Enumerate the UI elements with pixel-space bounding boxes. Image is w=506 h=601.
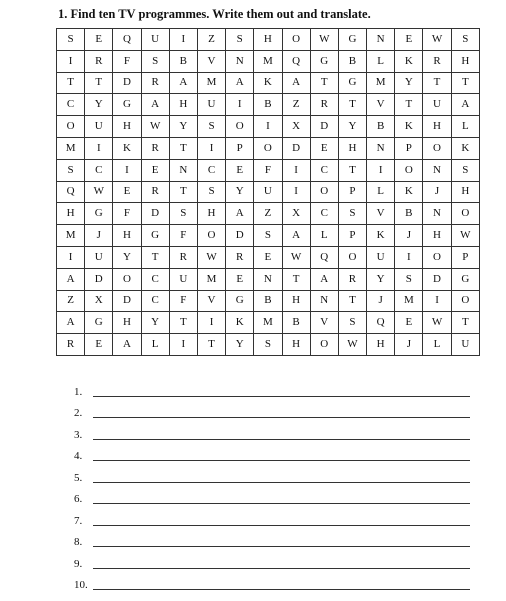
grid-cell: U xyxy=(367,246,395,268)
grid-cell: K xyxy=(395,116,423,138)
grid-cell: O xyxy=(226,116,254,138)
grid-cell: T xyxy=(395,94,423,116)
grid-cell: I xyxy=(169,334,197,356)
grid-cell: U xyxy=(85,246,113,268)
grid-cell: R xyxy=(423,50,451,72)
grid-cell: G xyxy=(451,268,479,290)
answer-blank[interactable] xyxy=(93,482,470,483)
grid-cell: B xyxy=(254,290,282,312)
answer-line[interactable] xyxy=(74,548,474,570)
answer-number: 4. xyxy=(74,450,83,462)
grid-cell: L xyxy=(141,334,169,356)
grid-cell: O xyxy=(395,159,423,181)
grid-cell: D xyxy=(113,72,141,94)
grid-cell: I xyxy=(197,137,225,159)
answer-blank[interactable] xyxy=(93,417,470,418)
grid-cell: D xyxy=(310,116,338,138)
grid-cell: X xyxy=(282,203,310,225)
grid-cell: D xyxy=(85,268,113,290)
grid-cell: H xyxy=(57,203,85,225)
grid-cell: W xyxy=(423,312,451,334)
grid-cell: A xyxy=(113,334,141,356)
grid-cell: Q xyxy=(310,246,338,268)
grid-cell: H xyxy=(113,312,141,334)
grid-cell: I xyxy=(395,246,423,268)
grid-cell: K xyxy=(113,137,141,159)
grid-cell: H xyxy=(113,116,141,138)
grid-cell: E xyxy=(85,29,113,51)
grid-row xyxy=(57,94,480,116)
grid-cell: N xyxy=(367,137,395,159)
grid-cell: V xyxy=(310,312,338,334)
grid-cell: N xyxy=(226,50,254,72)
grid-cell: I xyxy=(226,94,254,116)
grid-cell: E xyxy=(226,268,254,290)
grid-cell: U xyxy=(197,94,225,116)
grid-row xyxy=(57,268,480,290)
answer-line[interactable] xyxy=(74,527,474,549)
grid-cell: H xyxy=(282,334,310,356)
grid-cell: L xyxy=(451,116,479,138)
grid-cell: P xyxy=(338,225,366,247)
grid-cell: R xyxy=(338,268,366,290)
grid-cell: T xyxy=(338,94,366,116)
grid-cell: K xyxy=(395,50,423,72)
grid-cell: S xyxy=(254,225,282,247)
grid-cell: Y xyxy=(395,72,423,94)
grid-cell: D xyxy=(282,137,310,159)
grid-cell: T xyxy=(197,334,225,356)
grid-cell: O xyxy=(113,268,141,290)
grid-cell: O xyxy=(57,116,85,138)
grid-cell: M xyxy=(395,290,423,312)
grid-cell: U xyxy=(85,116,113,138)
grid-cell: A xyxy=(57,312,85,334)
answer-number: 2. xyxy=(74,407,83,419)
grid-cell: B xyxy=(282,312,310,334)
grid-cell: Y xyxy=(367,268,395,290)
grid-cell: C xyxy=(85,159,113,181)
grid-cell: H xyxy=(451,181,479,203)
grid-cell: B xyxy=(169,50,197,72)
grid-cell: C xyxy=(310,159,338,181)
grid-cell: T xyxy=(169,181,197,203)
grid-cell: J xyxy=(395,334,423,356)
grid-cell: E xyxy=(226,159,254,181)
grid-cell: D xyxy=(226,225,254,247)
grid-cell: S xyxy=(254,334,282,356)
grid-cell: N xyxy=(423,159,451,181)
grid-cell: O xyxy=(282,29,310,51)
grid-cell: Y xyxy=(141,312,169,334)
grid-cell: I xyxy=(254,116,282,138)
grid-cell: G xyxy=(85,203,113,225)
grid-cell: W xyxy=(338,334,366,356)
grid-cell: O xyxy=(310,334,338,356)
grid-row xyxy=(57,116,480,138)
grid-cell: F xyxy=(113,50,141,72)
grid-cell: A xyxy=(310,268,338,290)
grid-cell: K xyxy=(451,137,479,159)
grid-cell: W xyxy=(451,225,479,247)
answer-number: 10. xyxy=(74,579,88,591)
grid-cell: A xyxy=(282,72,310,94)
grid-cell: A xyxy=(141,94,169,116)
grid-cell: M xyxy=(254,50,282,72)
grid-cell: A xyxy=(226,72,254,94)
grid-cell: A xyxy=(451,94,479,116)
answer-number: 8. xyxy=(74,536,83,548)
grid-cell: E xyxy=(310,137,338,159)
grid-cell: I xyxy=(57,246,85,268)
grid-cell: R xyxy=(141,72,169,94)
grid-cell: H xyxy=(254,29,282,51)
grid-cell: V xyxy=(367,94,395,116)
answer-blank[interactable] xyxy=(93,439,470,440)
grid-cell: C xyxy=(197,159,225,181)
answer-line[interactable] xyxy=(74,462,474,484)
grid-cell: Q xyxy=(367,312,395,334)
grid-cell: R xyxy=(169,246,197,268)
grid-cell: P xyxy=(395,137,423,159)
grid-cell: G xyxy=(338,72,366,94)
grid-cell: K xyxy=(226,312,254,334)
grid-cell: F xyxy=(169,290,197,312)
grid-cell: R xyxy=(57,334,85,356)
grid-cell: I xyxy=(197,312,225,334)
grid-cell: O xyxy=(310,181,338,203)
grid-cell: L xyxy=(310,225,338,247)
grid-cell: W xyxy=(310,29,338,51)
grid-cell: E xyxy=(141,159,169,181)
grid-cell: T xyxy=(169,137,197,159)
grid-cell: K xyxy=(367,225,395,247)
grid-cell: I xyxy=(423,290,451,312)
grid-cell: B xyxy=(395,203,423,225)
answer-line[interactable] xyxy=(74,441,474,463)
grid-cell: F xyxy=(113,203,141,225)
grid-cell: M xyxy=(57,225,85,247)
grid-cell: U xyxy=(254,181,282,203)
grid-cell: U xyxy=(451,334,479,356)
grid-cell: U xyxy=(141,29,169,51)
grid-cell: S xyxy=(57,159,85,181)
grid-cell: M xyxy=(57,137,85,159)
grid-cell: V xyxy=(367,203,395,225)
answer-number: 6. xyxy=(74,493,83,505)
grid-cell: Q xyxy=(282,50,310,72)
grid-cell: I xyxy=(113,159,141,181)
grid-cell: Z xyxy=(197,29,225,51)
grid-cell: Q xyxy=(113,29,141,51)
grid-cell: F xyxy=(169,225,197,247)
grid-row xyxy=(57,137,480,159)
grid-cell: H xyxy=(169,94,197,116)
grid-cell: L xyxy=(423,334,451,356)
grid-cell: O xyxy=(423,137,451,159)
grid-cell: S xyxy=(57,29,85,51)
grid-row xyxy=(57,159,480,181)
grid-cell: H xyxy=(423,225,451,247)
grid-row xyxy=(57,181,480,203)
grid-row xyxy=(57,334,480,356)
grid-cell: V xyxy=(197,290,225,312)
answer-number: 9. xyxy=(74,557,83,570)
grid-cell: L xyxy=(367,50,395,72)
grid-cell: H xyxy=(451,50,479,72)
grid-cell: K xyxy=(254,72,282,94)
grid-cell: R xyxy=(85,50,113,72)
grid-cell: C xyxy=(57,94,85,116)
grid-cell: A xyxy=(169,72,197,94)
grid-cell: E xyxy=(395,29,423,51)
grid-cell: S xyxy=(395,268,423,290)
grid-cell: S xyxy=(197,181,225,203)
grid-cell: M xyxy=(197,72,225,94)
grid-cell: J xyxy=(367,290,395,312)
answer-line[interactable] xyxy=(74,484,474,506)
grid-cell: R xyxy=(141,181,169,203)
grid-cell: J xyxy=(395,225,423,247)
grid-cell: V xyxy=(197,50,225,72)
grid-cell: N xyxy=(169,159,197,181)
grid-cell: Z xyxy=(254,203,282,225)
grid-cell: W xyxy=(282,246,310,268)
grid-cell: T xyxy=(141,246,169,268)
grid-cell: M xyxy=(197,268,225,290)
grid-cell: X xyxy=(85,290,113,312)
grid-cell: G xyxy=(310,50,338,72)
answer-number: 1. xyxy=(74,385,83,398)
grid-cell: S xyxy=(338,203,366,225)
grid-cell: R xyxy=(310,94,338,116)
grid-cell: T xyxy=(338,290,366,312)
grid-cell: S xyxy=(169,203,197,225)
grid-cell: Y xyxy=(226,334,254,356)
grid-row xyxy=(57,290,480,312)
grid-cell: E xyxy=(254,246,282,268)
grid-cell: G xyxy=(141,225,169,247)
answer-line[interactable] xyxy=(74,505,474,527)
grid-cell: T xyxy=(310,72,338,94)
grid-cell: H xyxy=(282,290,310,312)
grid-cell: I xyxy=(57,50,85,72)
grid-cell: I xyxy=(85,137,113,159)
grid-cell: N xyxy=(310,290,338,312)
answer-line[interactable] xyxy=(74,398,474,420)
grid-cell: M xyxy=(367,72,395,94)
grid-cell: R xyxy=(226,246,254,268)
answer-blank[interactable] xyxy=(93,460,470,461)
grid-cell: T xyxy=(85,72,113,94)
grid-cell: G xyxy=(85,312,113,334)
grid-row xyxy=(57,50,480,72)
grid-cell: O xyxy=(254,137,282,159)
grid-cell: N xyxy=(254,268,282,290)
answer-blank[interactable] xyxy=(93,568,470,569)
grid-cell: I xyxy=(282,181,310,203)
grid-cell: D xyxy=(113,290,141,312)
answer-line[interactable] xyxy=(74,419,474,441)
answer-blank[interactable] xyxy=(93,396,470,397)
grid-cell: H xyxy=(113,225,141,247)
grid-cell: L xyxy=(367,181,395,203)
grid-cell: O xyxy=(197,225,225,247)
grid-cell: E xyxy=(395,312,423,334)
answer-blank[interactable] xyxy=(93,546,470,547)
grid-cell: K xyxy=(395,181,423,203)
grid-cell: Y xyxy=(85,94,113,116)
grid-cell: N xyxy=(367,29,395,51)
grid-cell: F xyxy=(254,159,282,181)
grid-cell: D xyxy=(423,268,451,290)
wordsearch-grid xyxy=(56,28,480,356)
grid-cell: H xyxy=(367,334,395,356)
grid-cell: O xyxy=(451,203,479,225)
answer-blank[interactable] xyxy=(93,503,470,504)
grid-cell: N xyxy=(423,203,451,225)
grid-cell: A xyxy=(57,268,85,290)
grid-cell: Q xyxy=(57,181,85,203)
grid-cell: E xyxy=(85,334,113,356)
grid-cell: B xyxy=(367,116,395,138)
grid-row xyxy=(57,72,480,94)
grid-cell: Y xyxy=(226,181,254,203)
grid-cell: W xyxy=(423,29,451,51)
grid-cell: E xyxy=(113,181,141,203)
answer-line[interactable] xyxy=(74,570,474,592)
grid-cell: G xyxy=(226,290,254,312)
grid-cell: W xyxy=(85,181,113,203)
grid-cell: J xyxy=(85,225,113,247)
grid-row xyxy=(57,203,480,225)
grid-cell: S xyxy=(451,29,479,51)
grid-cell: G xyxy=(113,94,141,116)
grid-cell: Y xyxy=(169,116,197,138)
grid-cell: J xyxy=(423,181,451,203)
grid-cell: T xyxy=(451,72,479,94)
grid-cell: C xyxy=(141,290,169,312)
grid-cell: A xyxy=(282,225,310,247)
grid-cell: T xyxy=(451,312,479,334)
grid-cell: S xyxy=(226,29,254,51)
exercise-title: 1. Find ten TV programmes. Write them out and translate. xyxy=(58,7,371,21)
grid-cell: G xyxy=(338,29,366,51)
grid-cell: C xyxy=(310,203,338,225)
grid-cell: Z xyxy=(57,290,85,312)
grid-cell: I xyxy=(367,159,395,181)
grid-cell: C xyxy=(141,268,169,290)
grid-row xyxy=(57,312,480,334)
grid-cell: B xyxy=(338,50,366,72)
grid-cell: X xyxy=(282,116,310,138)
grid-cell: Z xyxy=(282,94,310,116)
answer-list xyxy=(74,376,474,591)
grid-cell: H xyxy=(423,116,451,138)
grid-cell: W xyxy=(197,246,225,268)
answer-blank[interactable] xyxy=(93,589,470,590)
grid-cell: T xyxy=(169,312,197,334)
grid-cell: S xyxy=(141,50,169,72)
grid-cell: P xyxy=(338,181,366,203)
grid-cell: R xyxy=(141,137,169,159)
grid-cell: I xyxy=(169,29,197,51)
grid-row xyxy=(57,246,480,268)
grid-cell: T xyxy=(338,159,366,181)
answer-blank[interactable] xyxy=(93,525,470,526)
grid-cell: S xyxy=(451,159,479,181)
grid-cell: O xyxy=(338,246,366,268)
grid-cell: H xyxy=(197,203,225,225)
grid-cell: W xyxy=(141,116,169,138)
grid-cell: U xyxy=(169,268,197,290)
grid-cell: Y xyxy=(113,246,141,268)
grid-cell: Y xyxy=(338,116,366,138)
grid-cell: P xyxy=(226,137,254,159)
answer-number: 3. xyxy=(74,428,83,441)
grid-cell: M xyxy=(254,312,282,334)
grid-cell: B xyxy=(254,94,282,116)
grid-cell: S xyxy=(197,116,225,138)
grid-row xyxy=(57,29,480,51)
grid-cell: D xyxy=(141,203,169,225)
grid-cell: P xyxy=(451,246,479,268)
grid-row xyxy=(57,225,480,247)
grid-cell: U xyxy=(423,94,451,116)
grid-cell: O xyxy=(451,290,479,312)
grid-cell: O xyxy=(423,246,451,268)
grid-cell: T xyxy=(282,268,310,290)
grid-cell: S xyxy=(338,312,366,334)
grid-cell: T xyxy=(423,72,451,94)
grid-cell: A xyxy=(226,203,254,225)
answer-number: 5. xyxy=(74,471,83,484)
answer-line[interactable] xyxy=(74,376,474,398)
answer-number: 7. xyxy=(74,514,83,527)
grid-cell: I xyxy=(282,159,310,181)
grid-cell: H xyxy=(338,137,366,159)
grid-cell: T xyxy=(57,72,85,94)
